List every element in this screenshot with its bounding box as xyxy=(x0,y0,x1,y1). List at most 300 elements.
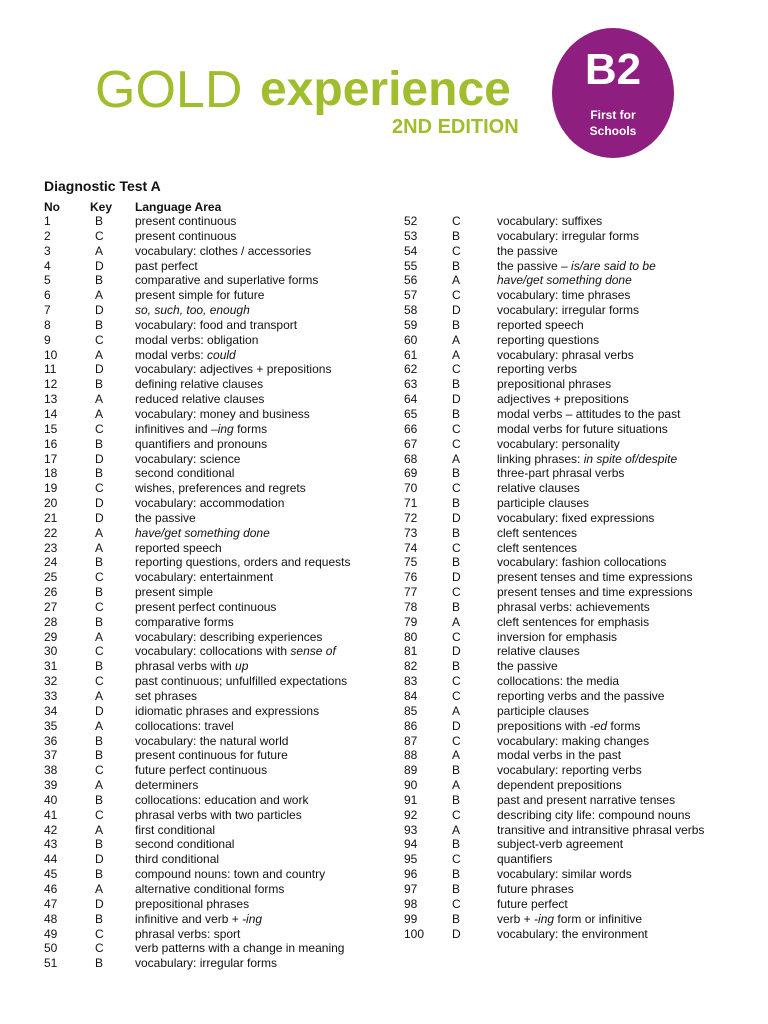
answer-row xyxy=(44,452,374,467)
question-number: 100 xyxy=(404,926,425,941)
answer-key: A xyxy=(95,689,104,703)
language-area xyxy=(497,867,632,882)
answer-key: C xyxy=(452,852,461,867)
language-area-text: present perfect continuous xyxy=(135,599,277,614)
language-area-text: vocabulary: entertainment xyxy=(135,570,274,585)
answer-row xyxy=(404,748,734,763)
language-area-text: vocabulary: making changes xyxy=(497,733,650,748)
answer-key: A xyxy=(452,451,461,466)
language-area-text: vocabulary: time phrases xyxy=(497,288,631,303)
language-area xyxy=(497,288,630,303)
answer-key: B xyxy=(95,273,104,288)
header-no: No xyxy=(44,200,60,214)
answer-key: A xyxy=(452,273,461,288)
question-number: 17 xyxy=(44,451,58,466)
language-area xyxy=(135,748,288,763)
question-number: 43 xyxy=(44,837,58,852)
language-area xyxy=(135,244,311,259)
answer-row xyxy=(404,555,734,570)
language-area-text: alternative conditional forms xyxy=(135,881,285,896)
question-number: 11 xyxy=(44,362,57,377)
answer-key: B xyxy=(452,763,461,778)
language-area-text: vocabulary: accommodation xyxy=(135,496,285,511)
question-number: 71 xyxy=(404,496,418,511)
answer-list-left xyxy=(44,214,374,971)
language-area-suffix: form or infinitive xyxy=(554,911,643,926)
question-number: 51 xyxy=(44,956,58,971)
answer-row xyxy=(404,674,734,689)
language-area xyxy=(135,659,248,674)
answer-key: B xyxy=(452,258,461,273)
language-area-italic: so, such, too, enough xyxy=(135,303,250,318)
question-number: 60 xyxy=(404,332,418,347)
language-area-text: modal verbs: obligation xyxy=(135,332,259,347)
question-number: 66 xyxy=(404,421,418,436)
answer-key: C xyxy=(452,733,461,748)
language-area xyxy=(135,214,236,229)
answer-key: A xyxy=(95,347,104,362)
answer-key: D xyxy=(452,510,461,525)
answer-key: C xyxy=(452,689,461,703)
language-area xyxy=(135,630,322,645)
question-number: 14 xyxy=(44,406,58,421)
language-area-text: vocabulary: fashion collocations xyxy=(497,555,667,570)
answer-row xyxy=(404,481,734,496)
answer-key: D xyxy=(95,303,104,318)
language-area xyxy=(497,244,558,259)
language-area xyxy=(135,466,234,481)
answer-row xyxy=(404,452,734,467)
answer-row xyxy=(44,392,374,407)
language-area xyxy=(135,719,234,734)
answer-row xyxy=(44,496,374,511)
language-area xyxy=(497,481,580,496)
answer-key: D xyxy=(452,718,461,733)
language-area xyxy=(135,526,270,541)
answer-key: C xyxy=(452,436,461,451)
answer-row xyxy=(44,778,374,793)
answer-key: D xyxy=(95,852,104,867)
question-number: 58 xyxy=(404,303,418,318)
language-area xyxy=(497,273,632,288)
answer-row xyxy=(44,897,374,912)
answer-row xyxy=(404,882,734,897)
language-area-italic: -ing xyxy=(534,911,555,926)
answer-key: A xyxy=(452,778,461,793)
answer-row xyxy=(44,407,374,422)
language-area-text: three-part phrasal verbs xyxy=(497,466,625,481)
language-area-text: past continuous; unfulfilled expectations xyxy=(135,674,348,689)
answer-key: D xyxy=(95,896,104,911)
answer-key: A xyxy=(95,540,104,555)
language-area xyxy=(135,882,284,897)
question-number: 83 xyxy=(404,674,418,689)
language-area xyxy=(135,570,273,585)
language-area xyxy=(497,303,639,318)
answer-row xyxy=(44,570,374,585)
language-area xyxy=(497,719,640,734)
answer-row xyxy=(44,808,374,823)
question-number: 90 xyxy=(404,778,418,793)
language-area xyxy=(497,734,649,749)
question-number: 49 xyxy=(44,926,58,941)
language-area xyxy=(135,808,302,823)
answer-key: C xyxy=(95,941,104,956)
answer-key: A xyxy=(95,822,104,837)
answer-row xyxy=(404,704,734,719)
answer-key: C xyxy=(452,540,461,555)
answer-row xyxy=(404,778,734,793)
answer-row xyxy=(44,585,374,600)
answer-row xyxy=(44,422,374,437)
question-number: 55 xyxy=(404,258,418,273)
answer-row xyxy=(404,407,734,422)
language-area-italic: is/are said to be xyxy=(571,258,656,273)
question-number: 82 xyxy=(404,659,418,674)
language-area-text: quantifiers and pronouns xyxy=(135,436,268,451)
language-area-text: first conditional xyxy=(135,822,216,837)
language-area-italic: –ing xyxy=(211,421,234,436)
language-area-text: the passive xyxy=(497,659,558,674)
language-area-text: future perfect continuous xyxy=(135,763,268,778)
language-area-text: vocabulary: money and business xyxy=(135,406,310,421)
answer-row xyxy=(44,615,374,630)
question-number: 27 xyxy=(44,599,58,614)
question-number: 91 xyxy=(404,792,418,807)
answer-row xyxy=(44,288,374,303)
answer-row xyxy=(404,585,734,600)
answer-row xyxy=(44,466,374,481)
language-area-text: dependent prepositions xyxy=(497,778,622,793)
level-badge-subtitle-line2: Schools xyxy=(589,124,637,138)
question-number: 25 xyxy=(44,570,58,585)
language-area-text: adjectives + prepositions xyxy=(497,392,629,407)
answer-key: B xyxy=(95,214,104,228)
answer-row xyxy=(404,600,734,615)
answer-row xyxy=(404,422,734,437)
question-number: 32 xyxy=(44,674,58,689)
edition-label: 2ND EDITION xyxy=(392,116,519,138)
question-number: 52 xyxy=(404,214,418,228)
language-area xyxy=(135,852,219,867)
answer-row xyxy=(404,303,734,318)
language-area xyxy=(497,748,621,763)
question-number: 26 xyxy=(44,585,58,600)
answer-key: B xyxy=(452,466,461,481)
question-number: 4 xyxy=(44,258,51,273)
language-area xyxy=(497,927,648,942)
question-number: 5 xyxy=(44,273,51,288)
question-number: 46 xyxy=(44,881,58,896)
answer-row xyxy=(44,763,374,778)
language-area-text: modal verbs for future situations xyxy=(497,421,668,436)
answer-row xyxy=(404,466,734,481)
language-area-text: comparative and superlative forms xyxy=(135,273,319,288)
language-area xyxy=(135,437,267,452)
language-area-text: phrasal verbs: achievements xyxy=(497,599,650,614)
answer-key: B xyxy=(452,837,461,852)
answer-row xyxy=(44,867,374,882)
answer-key: C xyxy=(95,763,104,778)
answer-row xyxy=(44,541,374,556)
answer-row xyxy=(404,511,734,526)
question-number: 33 xyxy=(44,689,58,703)
language-area xyxy=(497,763,642,778)
answer-key: C xyxy=(452,421,461,436)
language-area xyxy=(497,630,617,645)
language-area xyxy=(497,555,666,570)
answer-key: D xyxy=(95,362,104,377)
language-area xyxy=(135,422,267,437)
question-number: 59 xyxy=(404,317,418,332)
question-number: 13 xyxy=(44,392,58,407)
question-number: 41 xyxy=(44,807,58,822)
answer-row xyxy=(404,644,734,659)
answer-row xyxy=(404,318,734,333)
level-badge xyxy=(552,28,674,158)
answer-row xyxy=(44,852,374,867)
language-area-text: vocabulary: personality xyxy=(497,436,620,451)
answer-row xyxy=(44,912,374,927)
question-number: 23 xyxy=(44,540,58,555)
answer-row xyxy=(44,823,374,838)
answer-row xyxy=(404,852,734,867)
question-number: 89 xyxy=(404,763,418,778)
language-area xyxy=(497,377,611,392)
answer-row xyxy=(44,689,374,704)
answer-key: C xyxy=(95,421,104,436)
answer-key: B xyxy=(95,867,104,882)
answer-key: C xyxy=(95,807,104,822)
answer-key: B xyxy=(95,377,104,392)
answer-key: B xyxy=(95,555,104,570)
language-area-text: cleft sentences xyxy=(497,540,578,555)
language-area xyxy=(497,318,584,333)
question-number: 96 xyxy=(404,867,418,882)
answer-key: A xyxy=(95,778,104,793)
answer-row xyxy=(404,823,734,838)
language-area xyxy=(497,689,664,704)
question-number: 38 xyxy=(44,763,58,778)
answer-key: D xyxy=(95,510,104,525)
answer-key: C xyxy=(452,674,461,689)
answer-key: A xyxy=(95,525,104,540)
answer-key: D xyxy=(452,392,461,407)
language-area-italic: -ed xyxy=(589,718,608,733)
language-area-text: participle clauses xyxy=(497,496,590,511)
question-number: 12 xyxy=(44,377,58,392)
language-area-text: third conditional xyxy=(135,852,220,867)
answer-key: B xyxy=(452,867,461,882)
answer-row xyxy=(404,362,734,377)
language-area-text: reporting questions, orders and requests xyxy=(135,555,351,570)
answer-key: C xyxy=(95,644,104,659)
language-area-text: idiomatic phrases and expressions xyxy=(135,703,320,718)
language-area xyxy=(135,555,350,570)
question-number: 53 xyxy=(404,228,418,243)
question-number: 36 xyxy=(44,733,58,748)
language-area-text: future perfect xyxy=(497,896,568,911)
language-area-italic: have/get something done xyxy=(135,525,270,540)
answer-key: B xyxy=(452,659,461,674)
language-area xyxy=(135,734,288,749)
language-area xyxy=(135,259,198,274)
answer-key: B xyxy=(452,377,461,392)
answer-key: D xyxy=(452,570,461,585)
answer-key: B xyxy=(95,585,104,600)
answer-row xyxy=(44,555,374,570)
logo-experience-text: experience xyxy=(260,63,511,116)
language-area xyxy=(497,496,589,511)
language-area xyxy=(497,837,623,852)
answer-key: B xyxy=(452,599,461,614)
language-area xyxy=(497,362,577,377)
question-number: 9 xyxy=(44,332,51,347)
answer-key: C xyxy=(452,807,461,822)
question-number: 76 xyxy=(404,570,418,585)
answer-row xyxy=(44,377,374,392)
question-number: 81 xyxy=(404,644,418,659)
question-number: 67 xyxy=(404,436,418,451)
answer-key: D xyxy=(95,496,104,511)
language-area xyxy=(497,511,654,526)
question-number: 73 xyxy=(404,525,418,540)
language-area xyxy=(135,303,250,318)
answer-row xyxy=(404,927,734,942)
question-number: 44 xyxy=(44,852,58,867)
answer-key: B xyxy=(452,525,461,540)
answer-key: B xyxy=(95,733,104,748)
answer-key: C xyxy=(452,362,461,377)
language-area-suffix: forms xyxy=(607,718,641,733)
answer-key: C xyxy=(95,332,104,347)
language-area-text: reduced relative clauses xyxy=(135,392,265,407)
answer-row xyxy=(404,348,734,363)
language-area xyxy=(135,452,240,467)
answer-key: C xyxy=(452,585,461,600)
language-area-text: compound nouns: town and country xyxy=(135,867,326,882)
answer-key: D xyxy=(452,926,461,941)
language-area-text: quantifiers xyxy=(497,852,553,867)
question-number: 79 xyxy=(404,614,418,629)
language-area-text: transitive and intransitive phrasal verbs xyxy=(497,822,705,837)
header-language-area: Language Area xyxy=(135,200,222,214)
language-area-text: reporting verbs and the passive xyxy=(497,689,665,703)
answer-row xyxy=(44,644,374,659)
language-area xyxy=(135,318,297,333)
question-number: 54 xyxy=(404,243,418,258)
language-area-text: reporting verbs xyxy=(497,362,578,377)
language-area xyxy=(135,615,234,630)
answer-key: A xyxy=(95,288,104,303)
language-area-text: comparative forms xyxy=(135,614,234,629)
question-number: 37 xyxy=(44,748,58,763)
question-number: 28 xyxy=(44,614,58,629)
language-area xyxy=(135,511,196,526)
answer-row xyxy=(44,630,374,645)
answer-row xyxy=(404,659,734,674)
answer-row xyxy=(404,392,734,407)
answer-row xyxy=(44,259,374,274)
question-number: 95 xyxy=(404,852,418,867)
answer-row xyxy=(404,437,734,452)
language-area-text: past and present narrative tenses xyxy=(497,792,676,807)
answer-row xyxy=(404,288,734,303)
language-area xyxy=(135,912,262,927)
answer-key: A xyxy=(452,822,461,837)
answer-key: C xyxy=(452,896,461,911)
answer-row xyxy=(44,229,374,244)
language-area xyxy=(497,615,649,630)
answer-row xyxy=(44,481,374,496)
language-area-text: vocabulary: phrasal verbs xyxy=(497,347,634,362)
language-area-text: vocabulary: science xyxy=(135,451,241,466)
language-area xyxy=(497,452,677,467)
question-number: 69 xyxy=(404,466,418,481)
language-area xyxy=(135,288,264,303)
language-area xyxy=(497,585,692,600)
language-area-italic: up xyxy=(235,659,249,674)
answer-key: C xyxy=(95,926,104,941)
answer-row xyxy=(404,377,734,392)
language-area-text: collocations: the media xyxy=(497,674,620,689)
language-area xyxy=(135,377,263,392)
language-area xyxy=(497,897,568,912)
answer-row xyxy=(44,704,374,719)
question-number: 40 xyxy=(44,792,58,807)
question-number: 48 xyxy=(44,911,58,926)
answer-key: B xyxy=(95,748,104,763)
question-number: 78 xyxy=(404,599,418,614)
answer-key: C xyxy=(452,288,461,303)
answer-row xyxy=(44,882,374,897)
answer-key: C xyxy=(95,228,104,243)
answer-row xyxy=(44,348,374,363)
answer-row xyxy=(44,659,374,674)
language-area-text: relative clauses xyxy=(497,644,580,659)
language-area xyxy=(497,808,690,823)
question-number: 29 xyxy=(44,629,58,644)
language-area-text: vocabulary: suffixes xyxy=(497,214,603,228)
language-area-text: vocabulary: irregular forms xyxy=(497,303,640,318)
answer-key: A xyxy=(452,748,461,763)
language-area-text: vocabulary: adjectives + prepositions xyxy=(135,362,332,377)
answer-key: D xyxy=(452,303,461,318)
language-area xyxy=(497,214,602,229)
language-area-text: vocabulary: irregular forms xyxy=(135,956,278,971)
language-area xyxy=(135,956,277,971)
question-number: 8 xyxy=(44,317,51,332)
answer-row xyxy=(44,748,374,763)
language-area-text: collocations: education and work xyxy=(135,792,309,807)
language-area-suffix: forms xyxy=(233,421,268,436)
language-area-text: determiners xyxy=(135,778,199,793)
answer-key: B xyxy=(452,555,461,570)
language-area-text: linking phrases: xyxy=(497,451,584,466)
answer-row xyxy=(404,570,734,585)
answer-key: A xyxy=(452,703,461,718)
answer-row xyxy=(404,808,734,823)
answer-key: B xyxy=(95,317,104,332)
question-number: 70 xyxy=(404,481,418,496)
language-area-text: modal verbs – attitudes to the past xyxy=(497,406,681,421)
question-number: 87 xyxy=(404,733,418,748)
language-area xyxy=(135,541,222,556)
language-area xyxy=(497,259,656,274)
answer-row xyxy=(44,600,374,615)
answer-key: C xyxy=(95,674,104,689)
answer-key: B xyxy=(452,317,461,332)
